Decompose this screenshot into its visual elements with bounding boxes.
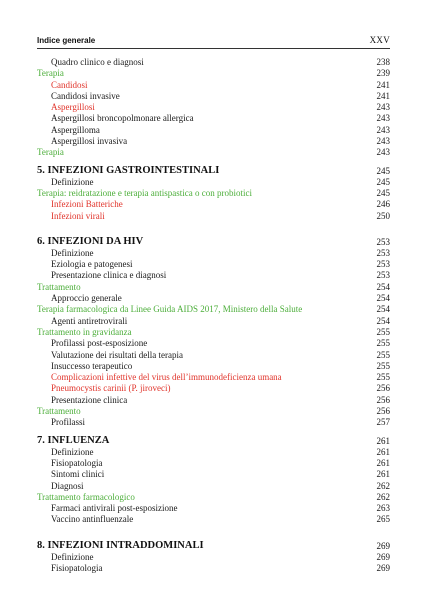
toc-entry-title: Trattamento bbox=[37, 406, 81, 417]
header-rule bbox=[37, 48, 390, 49]
toc-entry-title: Terapia: reidratazione e terapia antispastica o con probiotici bbox=[37, 187, 253, 198]
toc-section-entry bbox=[37, 492, 390, 503]
toc-entry-page-number: 239 bbox=[376, 68, 390, 79]
toc-entry-title: 5. INFEZIONI GASTROINTESTINALI bbox=[37, 164, 220, 176]
toc-subsection-entry bbox=[37, 552, 390, 563]
toc-entry-page-number: 255 bbox=[376, 360, 390, 371]
toc-entry-page-number: 245 bbox=[376, 176, 390, 187]
toc-subsection-entry bbox=[37, 259, 390, 270]
toc-section-entry bbox=[37, 282, 390, 293]
toc-subsection-entry bbox=[37, 113, 390, 124]
toc-entry-page-number: 269 bbox=[376, 551, 390, 562]
toc-subsection-entry bbox=[37, 503, 390, 514]
toc-entry-title: 8. INFEZIONI INTRADDOMINALI bbox=[37, 539, 204, 551]
toc-entry-page-number: 261 bbox=[376, 469, 390, 480]
toc-entry-title: Aspergilloma bbox=[51, 124, 100, 135]
toc-subsection-entry bbox=[37, 481, 390, 492]
toc-entry-page-number: 255 bbox=[376, 326, 390, 337]
toc-entry-page-number: 255 bbox=[376, 338, 390, 349]
toc-entry-title: Aspergillosi bbox=[51, 102, 95, 113]
toc-section-entry bbox=[37, 406, 390, 417]
toc-entry-page-number: 243 bbox=[376, 136, 390, 147]
toc-entry-page-number: 245 bbox=[376, 187, 390, 198]
toc-entry-page-number: 253 bbox=[376, 247, 390, 258]
toc-entry-title: Agenti antiretrovirali bbox=[51, 315, 128, 326]
toc-entry-page-number: 269 bbox=[376, 562, 390, 573]
running-head-page-number: XXV bbox=[369, 35, 390, 45]
toc-spacer bbox=[37, 222, 390, 234]
toc-entry-page-number: 262 bbox=[376, 491, 390, 502]
toc-entry-title: Profilassi bbox=[51, 417, 86, 428]
toc-entry-title: Infezioni virali bbox=[51, 210, 105, 221]
toc-entry-title: Aspergillosi broncopolmonare allergica bbox=[51, 113, 194, 124]
toc-entry-title: Fisiopatologia bbox=[51, 457, 103, 468]
toc-subsection-entry-highlighted bbox=[37, 383, 390, 394]
toc-subsection-entry bbox=[37, 361, 390, 372]
toc-entry-title: Complicazioni infettive del virus dell’immunodeficienza umana bbox=[51, 372, 282, 383]
toc-entry-title: Presentazione clinica bbox=[51, 394, 128, 405]
toc-subsection-entry bbox=[37, 514, 390, 525]
toc-section-entry bbox=[37, 188, 390, 199]
toc-entry-page-number: 257 bbox=[376, 417, 390, 428]
toc-subsection-entry-highlighted bbox=[37, 211, 390, 222]
toc-entry-title: Insuccesso terapeutico bbox=[51, 360, 133, 371]
toc-subsection-entry bbox=[37, 177, 390, 188]
toc-entry-page-number: 243 bbox=[376, 124, 390, 135]
toc-entry-title: Valutazione dei risultati della terapia bbox=[51, 349, 183, 360]
toc-entry-page-number: 238 bbox=[376, 57, 390, 67]
toc-entry-page-number: 263 bbox=[376, 503, 390, 514]
toc-subsection-entry bbox=[37, 57, 390, 68]
toc-entry-title: Candidosi bbox=[51, 79, 88, 90]
table-of-contents bbox=[37, 57, 390, 574]
toc-entry-title: Vaccino antinfluenzale bbox=[51, 514, 134, 525]
toc-section-entry bbox=[37, 68, 390, 79]
toc-subsection-entry-highlighted bbox=[37, 80, 390, 91]
toc-chapter-heading bbox=[37, 234, 390, 248]
toc-entry-page-number: 246 bbox=[376, 199, 390, 210]
toc-entry-page-number: 269 bbox=[376, 540, 390, 551]
toc-entry-page-number: 253 bbox=[376, 236, 390, 247]
toc-entry-page-number: 254 bbox=[376, 293, 390, 304]
toc-subsection-entry bbox=[37, 293, 390, 304]
toc-entry-page-number: 265 bbox=[376, 514, 390, 525]
toc-entry-title: 6. INFEZIONI DA HIV bbox=[37, 235, 144, 247]
toc-entry-title: Presentazione clinica e diagnosi bbox=[51, 270, 167, 281]
toc-entry-title: Sintomi clinici bbox=[51, 469, 105, 480]
toc-section-entry bbox=[37, 327, 390, 338]
toc-entry-page-number: 254 bbox=[376, 304, 390, 315]
toc-entry-page-number: 261 bbox=[376, 457, 390, 468]
toc-entry-page-number: 250 bbox=[376, 210, 390, 221]
toc-entry-page-number: 253 bbox=[376, 270, 390, 281]
toc-entry-title: Eziologia e patogenesi bbox=[51, 259, 133, 270]
toc-entry-title: 7. INFLUENZA bbox=[37, 434, 110, 446]
toc-entry-title: Quadro clinico e diagnosi bbox=[51, 57, 144, 67]
running-head-title: Indice generale bbox=[37, 36, 96, 45]
toc-subsection-entry bbox=[37, 338, 390, 349]
toc-entry-page-number: 243 bbox=[376, 147, 390, 158]
toc-entry-title: Definizione bbox=[51, 446, 94, 457]
toc-entry-title: Approccio generale bbox=[51, 293, 122, 304]
toc-entry-title: Aspergillosi invasiva bbox=[51, 136, 128, 147]
toc-entry-page-number: 241 bbox=[376, 90, 390, 101]
toc-subsection-entry bbox=[37, 316, 390, 327]
toc-entry-title: Pneumocystis carinii (P. jiroveci) bbox=[51, 383, 171, 394]
toc-entry-page-number: 256 bbox=[376, 383, 390, 394]
toc-subsection-entry bbox=[37, 447, 390, 458]
toc-subsection-entry bbox=[37, 395, 390, 406]
toc-spacer bbox=[37, 526, 390, 538]
toc-entry-page-number: 255 bbox=[376, 349, 390, 360]
toc-entry-page-number: 261 bbox=[376, 435, 390, 446]
toc-entry-title: Trattamento in gravidanza bbox=[37, 326, 132, 337]
toc-subsection-entry bbox=[37, 350, 390, 361]
toc-entry-title: Definizione bbox=[51, 551, 94, 562]
toc-entry-page-number: 256 bbox=[376, 394, 390, 405]
toc-section-entry bbox=[37, 304, 390, 315]
toc-entry-page-number: 261 bbox=[376, 446, 390, 457]
toc-subsection-entry bbox=[37, 248, 390, 259]
toc-subsection-entry bbox=[37, 136, 390, 147]
toc-entry-page-number: 241 bbox=[376, 79, 390, 90]
toc-entry-title: Terapia bbox=[37, 68, 64, 79]
toc-subsection-entry-highlighted bbox=[37, 199, 390, 210]
toc-entry-page-number: 254 bbox=[376, 281, 390, 292]
toc-entry-title: Trattamento farmacologico bbox=[37, 491, 135, 502]
toc-chapter-heading bbox=[37, 538, 390, 552]
toc-entry-title: Diagnosi bbox=[51, 480, 84, 491]
toc-entry-page-number: 255 bbox=[376, 372, 390, 383]
toc-subsection-entry-highlighted bbox=[37, 102, 390, 113]
toc-entry-title: Farmaci antivirali post-esposizione bbox=[51, 503, 178, 514]
toc-entry-page-number: 256 bbox=[376, 406, 390, 417]
toc-entry-title: Fisiopatologia bbox=[51, 562, 103, 573]
toc-subsection-entry bbox=[37, 417, 390, 428]
toc-entry-page-number: 243 bbox=[376, 102, 390, 113]
toc-entry-title: Candidosi invasive bbox=[51, 90, 120, 101]
toc-entry-page-number: 243 bbox=[376, 113, 390, 124]
toc-entry-page-number: 254 bbox=[376, 315, 390, 326]
toc-subsection-entry bbox=[37, 270, 390, 281]
toc-chapter-heading bbox=[37, 163, 390, 177]
toc-entry-page-number: 262 bbox=[376, 480, 390, 491]
toc-subsection-entry bbox=[37, 91, 390, 102]
toc-entry-title: Definizione bbox=[51, 176, 94, 187]
toc-chapter-heading bbox=[37, 433, 390, 447]
toc-subsection-entry bbox=[37, 563, 390, 574]
toc-entry-title: Definizione bbox=[51, 247, 94, 258]
toc-subsection-entry bbox=[37, 469, 390, 480]
toc-entry-page-number: 253 bbox=[376, 259, 390, 270]
toc-subsection-entry-highlighted bbox=[37, 372, 390, 383]
toc-entry-title: Terapia farmacologica da Linee Guida AIDS 2017, Ministero della Salute bbox=[37, 304, 303, 315]
toc-subsection-entry bbox=[37, 125, 390, 136]
toc-subsection-entry bbox=[37, 458, 390, 469]
toc-entry-page-number: 245 bbox=[376, 165, 390, 176]
toc-entry-title: Trattamento bbox=[37, 281, 81, 292]
page-header bbox=[37, 35, 390, 47]
toc-entry-title: Profilassi post-esposizione bbox=[51, 338, 148, 349]
toc-entry-title: Terapia bbox=[37, 147, 64, 158]
toc-entry-title: Infezioni Batteriche bbox=[51, 199, 123, 210]
toc-section-entry bbox=[37, 147, 390, 158]
